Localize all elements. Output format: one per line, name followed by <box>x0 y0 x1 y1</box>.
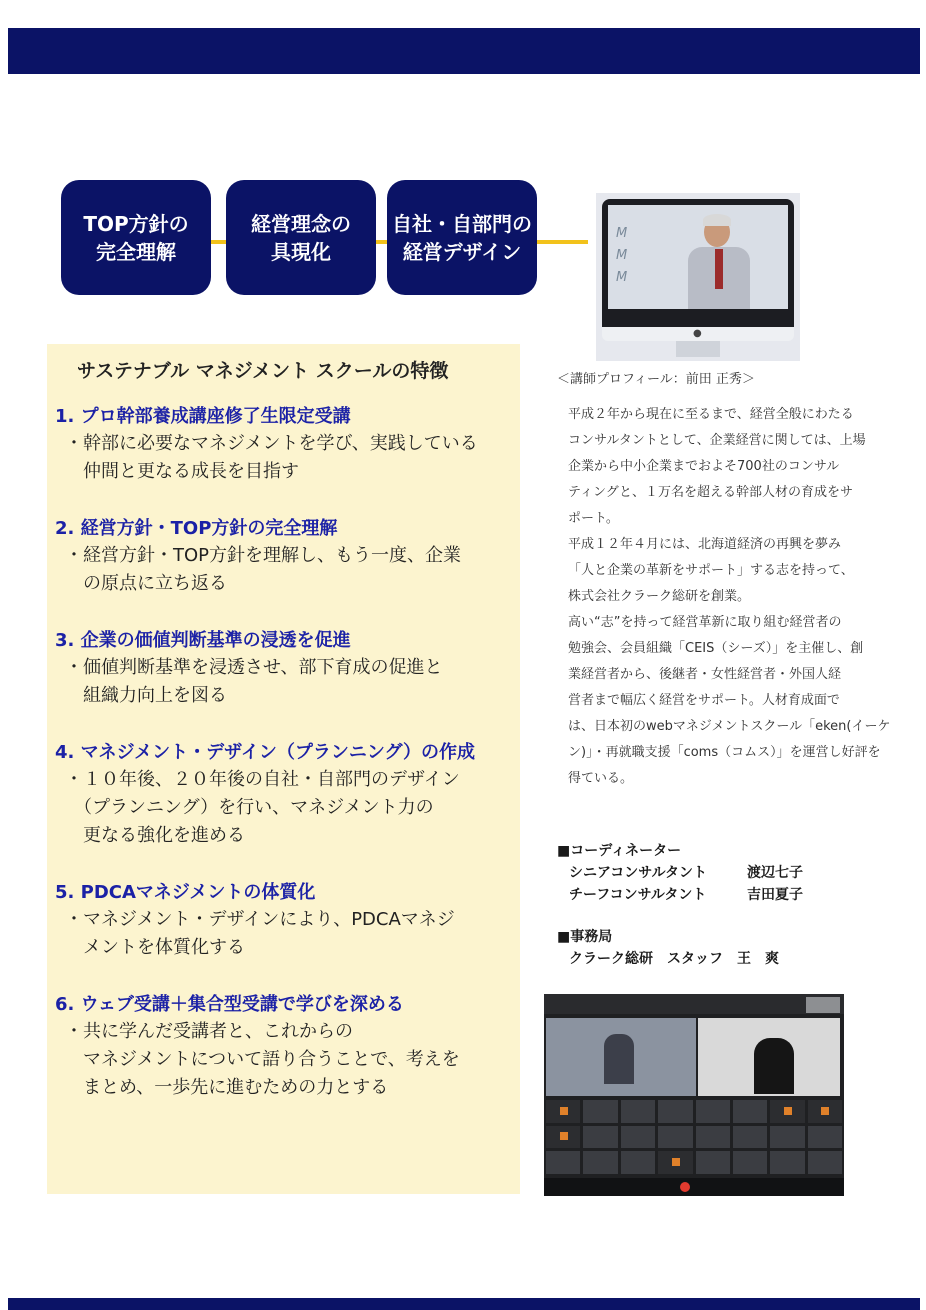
features-panel <box>47 344 520 1194</box>
participant-tile <box>733 1126 767 1149</box>
feature-title: 2. 経営方針・TOP方針の完全理解 <box>55 518 338 539</box>
instructor-hair <box>703 214 731 226</box>
coordinator-row <box>557 884 803 906</box>
feature-desc: ・共に学んだ受講者と、これからの マネジメントについて語り合うことで、考えを まとめ、一歩先に進むための力とする <box>65 1021 460 1098</box>
feature-item-5 <box>55 880 517 962</box>
participant-grid <box>546 1100 842 1174</box>
office-line: クラーク総研 スタッフ 王 爽 <box>569 951 779 967</box>
coordinator-name: 渡辺七子 <box>747 865 803 881</box>
participant-tile <box>770 1151 804 1174</box>
meeting-top-strip <box>544 994 844 1014</box>
participant-tile <box>546 1126 580 1149</box>
bottom-banner <box>8 1298 920 1310</box>
participant-tile <box>733 1151 767 1174</box>
participant-tile <box>583 1126 617 1149</box>
feature-title: 6. ウェブ受講＋集合型受講で学びを深める <box>55 994 404 1015</box>
step-box-philosophy <box>226 180 376 295</box>
coordinator-role: シニアコンサルタント <box>569 865 708 881</box>
feature-desc: ・幹部に必要なマネジメントを学び、実践している 仲間と更なる成長を目指す <box>65 433 478 482</box>
participant-tile <box>658 1126 692 1149</box>
feature-item-4 <box>55 740 517 850</box>
participant-tile <box>583 1100 617 1123</box>
coordinator-heading: ■コーディネーター <box>557 843 682 859</box>
feature-desc: ・マネジメント・デザインにより、PDCAマネジ メントを体質化する <box>65 909 455 958</box>
coordinator-role: チーフコンサルタント <box>569 887 707 903</box>
participant-tile <box>770 1126 804 1149</box>
monitor-stand <box>676 341 720 357</box>
instructor-photo <box>596 193 800 361</box>
participant-tile <box>546 1151 580 1174</box>
feature-item-2 <box>55 516 517 598</box>
staff-section <box>557 840 803 970</box>
participant-tile <box>733 1100 767 1123</box>
profile-body: 平成２年から現在に至るまで、経営全般にわたる コンサルタントとして、企業経営に関しては、上場 企業から中小企業までおよそ700社のコンサル ティングと、１万名を超える幹部人材の育成をサ ポート。 平成１２年４月には、北海道経済の再興を夢み 「人と企業の革新をサポート」する志を持って、 株式会社クラーク総研を創業。 高い“志”を持って経営革新に取り組む経営者の 勉強会、会員組織「CEIS（シーズ）」を主催し、創 業経営者から、後継者・女性経営者・外国人経 営者まで幅広く経営をサポート。人材育成面で は、日本初のwebマネジメントスクール「eken(イーケ ン)」・再就職支援「coms（コムス）」を運営し好評を 得ている。 <box>568 407 891 786</box>
participant-tile <box>621 1100 655 1123</box>
speaker-figure-left <box>604 1034 634 1084</box>
features-heading: サステナブル マネジメント スクールの特徴 <box>77 360 449 382</box>
participant-tile <box>696 1100 730 1123</box>
feature-desc: ・経営方針・TOP方針を理解し、もう一度、企業 の原点に立ち返る <box>65 545 462 594</box>
feature-desc: ・１０年後、２０年後の自社・自部門のデザイン （プランニング）を行い、マネジメント力の 更なる強化を進める <box>65 769 460 846</box>
participant-thumbnail <box>806 997 840 1013</box>
step-1-line1: TOP方針の <box>83 211 189 236</box>
coordinator-name: 吉田夏子 <box>747 887 803 903</box>
step-box-design <box>387 180 537 295</box>
step-2-line1: 経営理念の <box>251 211 351 236</box>
feature-item-6 <box>55 992 517 1102</box>
step-1-line2: 完全理解 <box>96 239 176 264</box>
participant-tile <box>583 1151 617 1174</box>
feature-title: 4. マネジメント・デザイン（プランニング）の作成 <box>55 742 476 763</box>
participant-tile <box>696 1126 730 1149</box>
coordinator-row <box>557 862 803 884</box>
top-banner <box>8 28 920 74</box>
feature-title: 5. PDCAマネジメントの体質化 <box>55 882 316 903</box>
participant-tile <box>770 1100 804 1123</box>
office-heading: ■事務局 <box>557 929 613 945</box>
end-call-icon <box>680 1182 690 1192</box>
feature-title: 1. プロ幹部養成講座修了生限定受講 <box>55 406 351 427</box>
participant-tile <box>658 1151 692 1174</box>
step-box-top-policy <box>61 180 211 295</box>
online-session-screenshot <box>544 994 844 1196</box>
step-2-line2: 具現化 <box>271 239 331 264</box>
participant-tile <box>808 1100 842 1123</box>
profile-title: ＜講師プロフィール：前田 正秀＞ <box>557 372 755 387</box>
whiteboard-text: M M M <box>616 226 628 285</box>
meeting-toolbar <box>544 1178 844 1196</box>
feature-desc: ・価値判断基準を浸透させ、部下育成の促進と 組織力向上を図る <box>65 657 443 706</box>
participant-tile <box>621 1126 655 1149</box>
participant-tile <box>546 1100 580 1123</box>
participant-tile <box>621 1151 655 1174</box>
participant-tile <box>808 1151 842 1174</box>
participant-tile <box>808 1126 842 1149</box>
step-3-line2: 経営デザイン <box>402 239 522 264</box>
apple-logo-icon: ● <box>693 328 702 339</box>
step-3-line1: 自社・自部門の <box>392 211 532 236</box>
feature-title: 3. 企業の価値判断基準の浸透を促進 <box>55 630 351 651</box>
instructor-tie <box>715 249 723 289</box>
speaker-figure-right <box>754 1038 794 1094</box>
participant-tile <box>658 1100 692 1123</box>
feature-item-3 <box>55 628 517 710</box>
feature-item-1 <box>55 404 517 486</box>
monitor-screen <box>608 205 788 309</box>
participant-tile <box>696 1151 730 1174</box>
